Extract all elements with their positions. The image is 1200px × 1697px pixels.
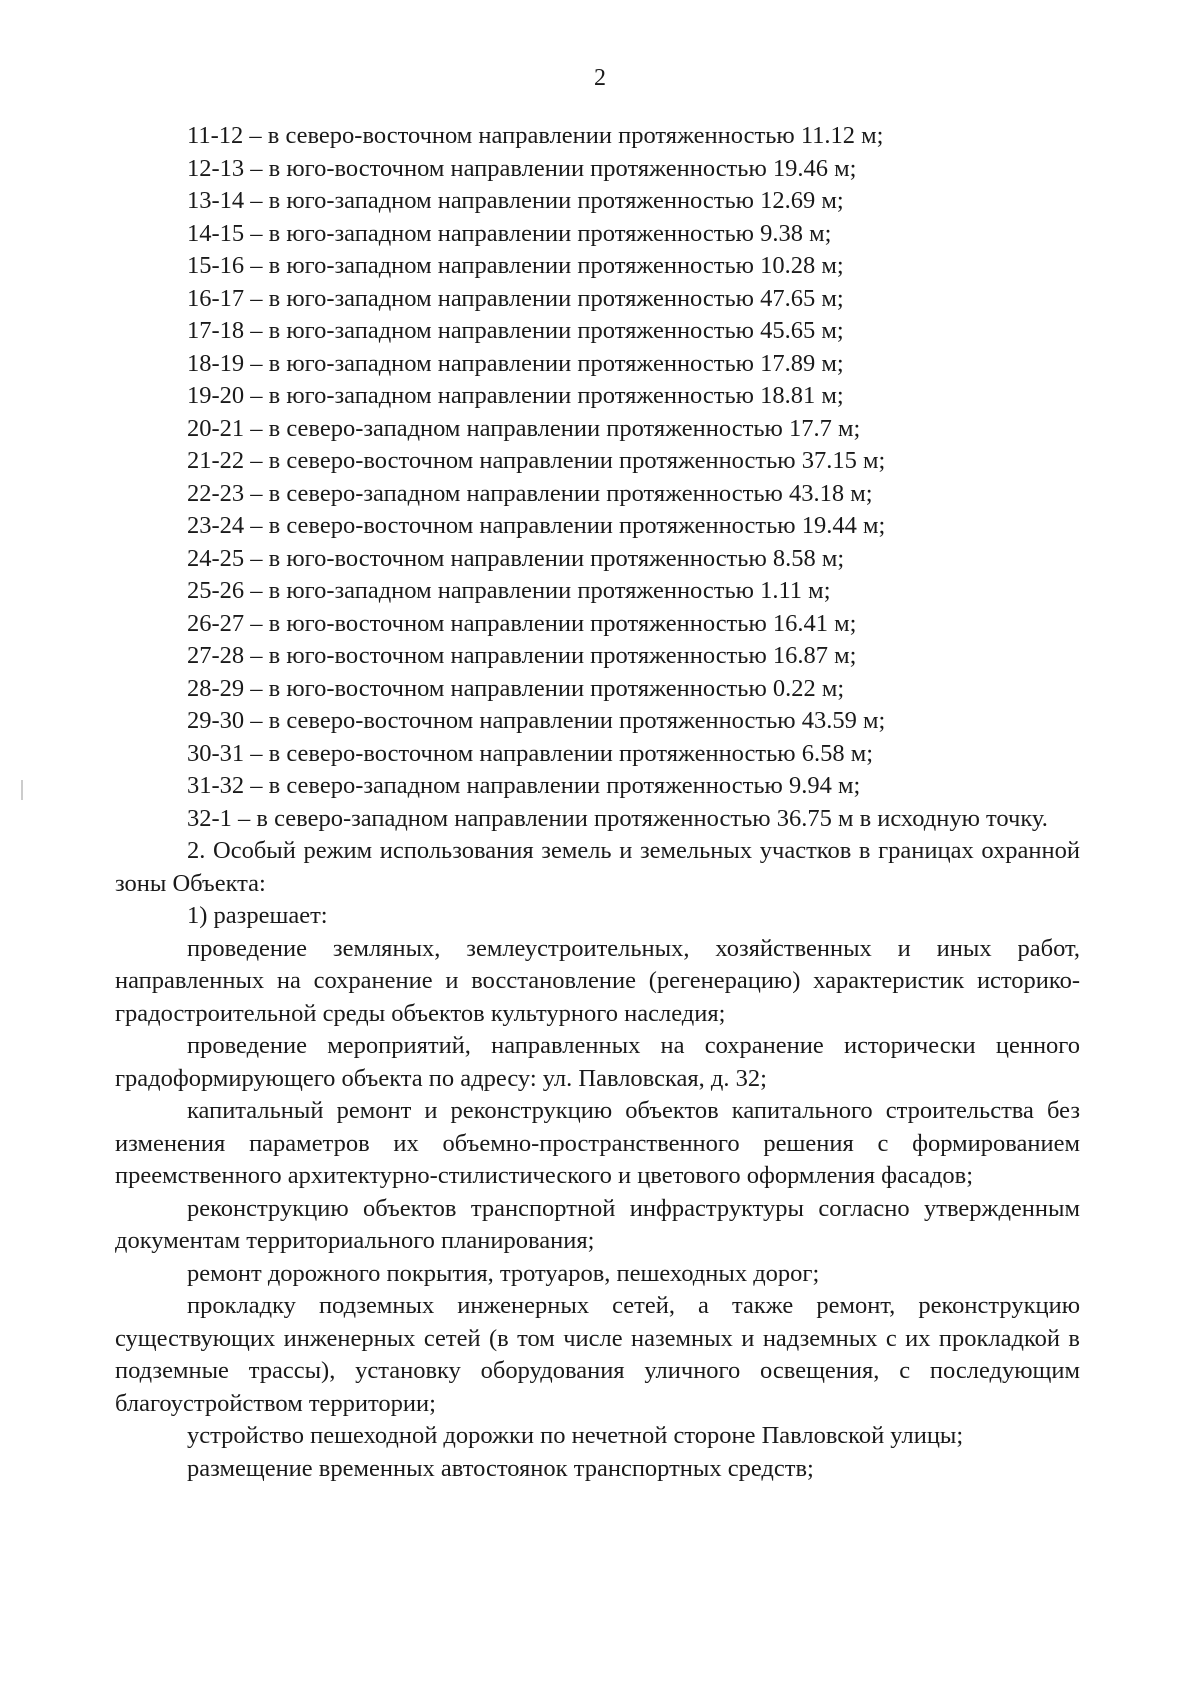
segment-line: 21-22 – в северо-восточном направлении протяженностью 37.15 м; <box>187 447 886 474</box>
page-number: 2 <box>594 65 606 91</box>
subsection-1-label: 1) разрешает: <box>187 902 328 929</box>
segment-line: 25-26 – в юго-западном направлении протяженностью 1.11 м; <box>187 577 831 604</box>
permitted-item: прокладку подземных инженерных сетей, а также ремонт, реконструкцию существующих инженерных сетей (в том числе наземных и надземных с их прокладкой в подземные трассы), установку оборудования уличного освещения, с последующим благоустройством территории; <box>115 1292 1080 1417</box>
permitted-item: ремонт дорожного покрытия, тротуаров, пешеходных дорог; <box>187 1259 820 1287</box>
segment-line: 20-21 – в северо-западном направлении протяженностью 17.7 м; <box>187 414 861 442</box>
segment-line: 13-14 – в юго-западном направлении протяженностью 12.69 м; <box>187 187 844 214</box>
segment-line: 15-16 – в юго-западном направлении протяженностью 10.28 м; <box>187 252 844 279</box>
segment-line: 11-12 – в северо-восточном направлении протяженностью 11.12 м; <box>187 122 884 149</box>
segment-line: 26-27 – в юго-восточном направлении протяженностью 16.41 м; <box>187 609 857 637</box>
segment-line: 14-15 – в юго-западном направлении протяженностью 9.38 м; <box>187 219 832 247</box>
permitted-item: размещение временных автостоянок транспортных средств; <box>187 1454 814 1482</box>
segment-line: 12-13 – в юго-восточном направлении протяженностью 19.46 м; <box>187 154 857 182</box>
segment-line: 17-18 – в юго-западном направлении протяженностью 45.65 м; <box>187 317 844 344</box>
segment-line: 22-23 – в северо-западном направлении протяженностью 43.18 м; <box>187 479 873 507</box>
segment-line: 30-31 – в северо-восточном направлении протяженностью 6.58 м; <box>187 739 874 767</box>
permitted-item: реконструкцию объектов транспортной инфраструктуры согласно утвержденным документам территориального планирования; <box>115 1194 1080 1254</box>
permitted-item: проведение мероприятий, направленных на сохранение исторически ценного градоформирующего объекта по адресу: ул. Павловская, д. 32; <box>115 1032 1080 1092</box>
segment-line: 27-28 – в юго-восточном направлении протяженностью 16.87 м; <box>187 642 857 669</box>
document-body <box>115 120 1080 1485</box>
segment-line: 28-29 – в юго-восточном направлении протяженностью 0.22 м; <box>187 674 845 702</box>
segment-line: 18-19 – в юго-западном направлении протяженностью 17.89 м; <box>187 349 844 377</box>
permitted-item: устройство пешеходной дорожки по нечетной стороне Павловской улицы; <box>187 1422 964 1449</box>
permitted-items-list <box>115 933 1080 1486</box>
segment-line: 16-17 – в юго-западном направлении протяженностью 47.65 м; <box>187 284 844 312</box>
segment-line: 31-32 – в северо-западном направлении протяженностью 9.94 м; <box>187 772 861 799</box>
segment-line: 23-24 – в северо-восточном направлении протяженностью 19.44 м; <box>187 512 886 539</box>
segment-line: 29-30 – в северо-восточном направлении протяженностью 43.59 м; <box>187 707 886 734</box>
section-2-intro: 2. Особый режим использования земель и земельных участков в границах охранной зоны Объекта: <box>115 837 1080 897</box>
boundary-segments-list <box>115 120 1080 835</box>
segment-line-final: 32-1 – в северо-западном направлении протяженностью 36.75 м в исходную точку. <box>187 804 1048 832</box>
segment-line: 19-20 – в юго-западном направлении протяженностью 18.81 м; <box>187 382 844 409</box>
segment-line: 24-25 – в юго-восточном направлении протяженностью 8.58 м; <box>187 544 845 572</box>
permitted-item: проведение земляных, землеустроительных, хозяйственных и иных работ, направленных на сохранение и восстановление (регенерацию) характеристик историко-градостроительной среды объектов культурного наследия; <box>115 934 1080 1027</box>
permitted-item: капитальный ремонт и реконструкцию объектов капитального строительства без изменения параметров их объемно-пространственного решения с формированием преемственного архитектурно-стилистического и цветового оформления фасадов; <box>115 1097 1080 1189</box>
